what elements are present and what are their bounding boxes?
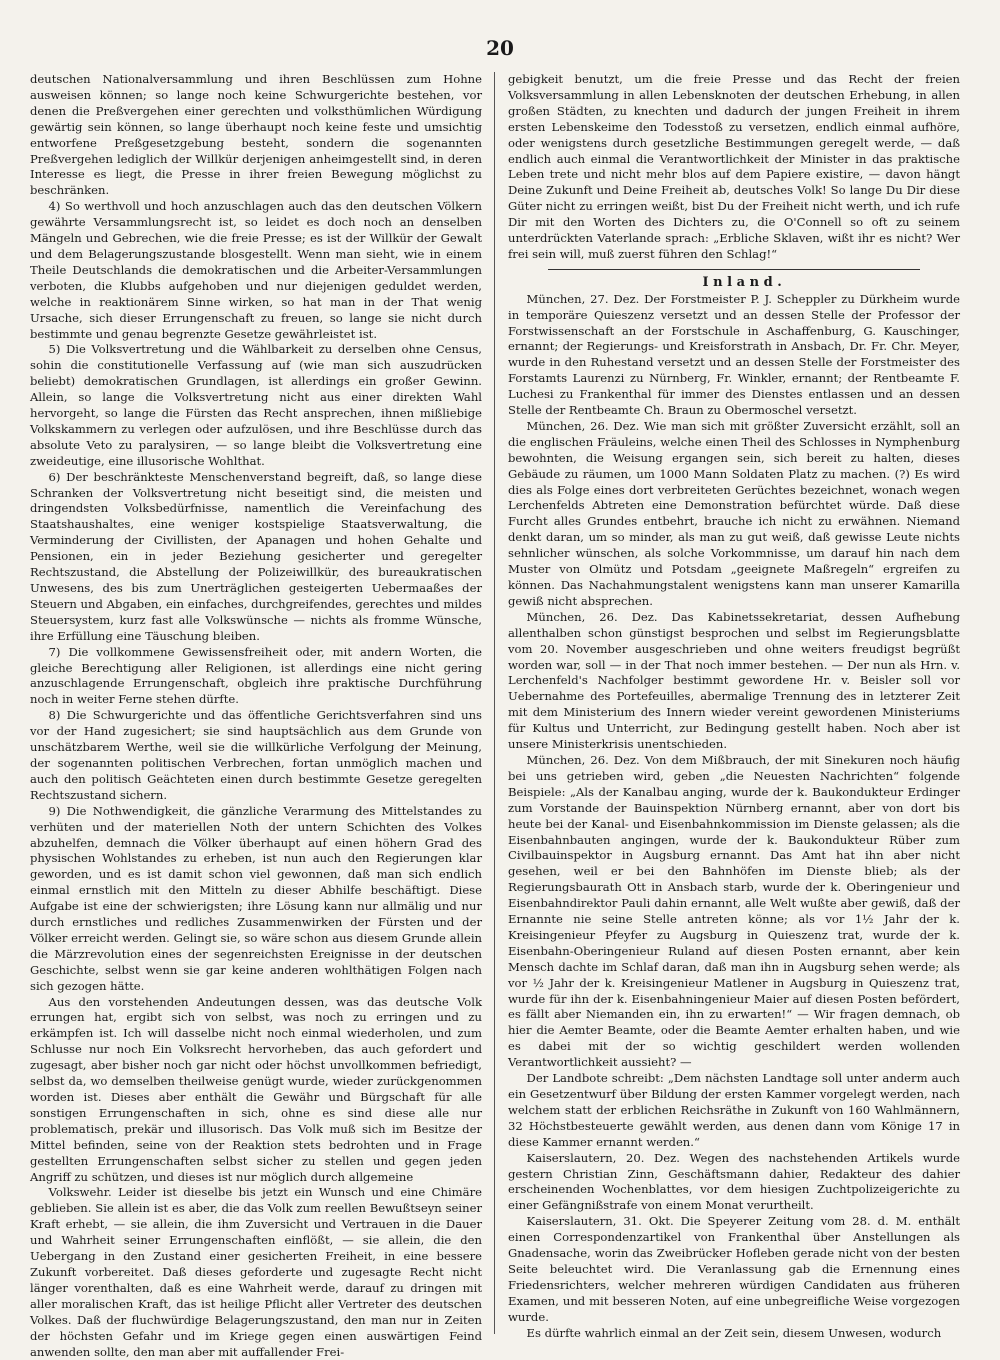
news-item: München, 26. Dez. Von dem Mißbrauch, der mit Sinekuren noch häufig bei uns getrieben wird, geben „die Neuesten Nachrichten“ folgende Beispiele: „Als der Kanalbau anging, wurde der k. Baukondukteur Erdinger zum Vorstande der Bauinspektion Nürnberg ernannt, aber von dort bis heute bei der Kanal- und Eisenbahnkommission im Dienste gelassen; als die Eisenbahnbauten angingen, wurde der k. Baukondukteur Rüber zum Civilbauinspektor in Augsburg ernannt. Das Amt hat ihn aber nicht gesehen, weil er bei den Bahnhöfen im Dienste blieb; als der Regierungsbaurath Ott in Ansbach starb, wurde der k. Oberingenieur und Eisenbahndirektor Pauli dahin ernannt, alle Welt wußte aber gewiß, daß der Ernannte nie seine Stelle antreten könne; als vor 1½ Jahr der k. Kreisingenieur Pfeyfer zu Augsburg in Quieszenz trat, wurde der k. Eisenbahn-Oberingenieur Ruland auf diesen Posten ernannt, aber kein Mensch dachte im Schlaf daran, daß man ihn in Augsburg sehen werde; als vor ½ Jahr der k. Kreisingenieur Matlener in Augsburg in Quieszenz trat, wurde für ihn der k. Eisenbahningenieur Maier auf diesen Posten befördert, es fällt aber Niemanden ein, ihn zu erwarten!“ — Wir fragen demnach, ob hier die Aemter Beamte, oder die Beamte Aemter erhalten haben, und wie es dabei mit der so wichtig geschildert werden wollenden Verantwortlichkeit aussieht? — xyxy=(508,752,960,1070)
news-item: München, 27. Dez. Der Forstmeister P. J. Scheppler zu Dürkheim wurde in temporäre Quieszenz versetzt und an dessen Stelle der Professor der Forstwissenschaft an der Forstschule in Aschaffenburg, G. Kauschinger, ernannt; der Regierungs- und Kreisforstrath in Ansbach, Dr. Fr. Chr. Meyer, wurde in den Ruhestand versetzt und an dessen Stelle der Forstmeister des Forstamts Laurenzi zu Nürnberg, Fr. Winkler, ernannt; der Rentbeamte F. Luchesi zu Frankenthal für immer des Dienstes entlassen und an dessen Stelle der Rentbeamte Ch. Braun zu Obermoschel versetzt. xyxy=(508,291,960,418)
paragraph: 6) Der beschränkteste Menschenverstand begreift, daß, so lange diese Schranken der Volksvertretung nicht beseitigt sind, die meisten und dringendsten Volksbedürfnisse, namentlich die Vereinfachung des Staatshaushaltes, eine weniger kostspielige Staatsverwaltung, die Verminderung der Civillisten, der Apanagen und hohen Gehalte und Pensionen, ein in jeder Beziehung gesicherter und geregelter Rechtszustand, die Abstellung der Polizeiwillkür, des bureaukratischen Unwesens, des bis zum Unerträglichen gesteigerten Uebermaaßes der Steuern und Abgaben, ein einfaches, durchgreifendes, gerechtes und mildes Steuersystem, kurz fast alle Volkswünsche — nichts als fromme Wünsche, ihre Erfüllung eine Täuschung bleiben. xyxy=(30,469,482,643)
paragraph: 8) Die Schwurgerichte und das öffentliche Gerichtsverfahren sind uns vor der Hand zugesichert; sie sind hauptsächlich aus dem Grunde von unschätzbarem Werthe, weil sie die willkürliche Verfolgung der Meinung, der sogenannten politischen Verbrechen, fortan unmöglich machen und auch den politisch Geächteten einen durch bestimmte Gesetze geregelten Rechtszustand sichern. xyxy=(30,708,482,802)
paragraph: Aus den vorstehenden Andeutungen dessen, was das deutsche Volk errungen hat, ergibt sich von selbst, was noch zu erringen und zu erkämpfen ist. Ich will dasselbe nicht noch einmal wiederholen, und zum Schlusse nur noch Ein Volksrecht hervorheben, das auch gefordert und zugesagt, aber bisher noch gar nicht oder höchst unvollkommen befriedigt, selbst da, wo demselben theilweise genügt wurde, wieder zurückgenommen worden ist. Dieses aber enthält die Gewähr und Bürgschaft für alle sonstigen Errungenschaften in sich, ohne es sind diese alle nur problematisch, prekär und illusorisch. Das Volk muß sich im Besitze der Mittel befinden, seine von der Reaktion stets bedrohten und in Frage gestellten Errungenschaften selbst sicher zu stellen und gegen jeden Angriff zu schützen, und dieses ist nur möglich durch allgemeine xyxy=(30,994,482,1184)
paragraph: 7) Die vollkommene Gewissensfreiheit oder, mit andern Worten, die gleiche Berechtigung aller Religionen, ist allerdings eine nicht gering anzuschlagende Errungenschaft, obgleich ihre praktische Durchführung noch in weiter Ferne stehen dürfte. xyxy=(30,644,482,707)
paragraph: Volkswehr. Leider ist dieselbe bis jetzt ein Wunsch und eine Chimäre geblieben. Sie allein ist es aber, die das Volk zum reellen Bewußtseyn seiner Kraft erhebt, — sie allein, die ihm Zuversicht und Vertrauen in die Dauer und Wahrheit seiner Errungenschaften einflößt, — sie allein, die den Uebergang in den Zustand einer gesicherten Freiheit, in eine bessere Zukunft vorbereitet. Daß dieses geforderte und zugesagte Recht nicht länger vorenthalten, daß es eine Wahrheit werde, darauf zu dringen mit aller moralischen Kraft, das ist heilige Pflicht aller Vertreter des deutschen Volkes. Daß der fluchwürdige Belagerungszustand, den man nur in Zeiten der höchsten Gefahr und im Kriege gegen einen auswärtigen Feind anwenden sollte, den man aber mit auffallender Frei- xyxy=(30,1185,482,1359)
news-item: München, 26. Dez. Das Kabinetssekretariat, dessen Aufhebung allenthalben schon günstigst besprochen und selbst im Regierungsblatte vom 20. November ausgeschrieben und ohne weiters freudigst begrüßt worden war, soll — in der That noch immer bestehen. — Der nun als Hrn. v. Lerchenfeld's Nachfolger bestimmt gewordene Hr. v. Beisler soll vor Uebernahme des Portefeuilles, abermalige Trennung des in letzterer Zeit mit dem Ministerium des Innern wieder vereint gewordenen Ministeriums für Kultus und Unterricht, zur Bedingung gestellt haben. Noch aber ist unsere Ministerkrisis unentschieden. xyxy=(508,609,960,752)
page-number: 20 xyxy=(486,36,514,60)
news-item: Es dürfte wahrlich einmal an der Zeit sein, diesem Unwesen, wodurch xyxy=(526,1325,942,1340)
news-item: Kaiserslautern, 20. Dez. Wegen des nachstehenden Artikels wurde gestern Christian Zinn, Geschäftsmann dahier, Redakteur des dahier erscheinenden Wochenblattes, vor dem hiesigen Zuchtpolizeigerichte zu einer Gefängnißstrafe von einem Monat verurtheilt. xyxy=(508,1150,960,1213)
paragraph: 9) Die Nothwendigkeit, die gänzliche Verarmung des Mittelstandes zu verhüten und der materiellen Noth der untern Schichten des Volkes abzuhelfen, demnach die Völker überhaupt auf einen höhern Grad des physischen Wohlstandes zu erheben, ist nun auch den Regierungen klar geworden, und es ist damit schon viel gewonnen, daß man sich endlich einmal ernstlich mit den Mitteln zu dieser Abhilfe beschäftigt. Diese Aufgabe ist eine der schwierigsten; ihre Lösung kann nur allmälig und nur durch ernstliches und redliches Zusammenwirken der Fürsten und der Völker erreicht werden. Gelingt sie, so wäre schon aus diesem Grunde allein die Märzrevolution eines der segenreichsten Ereignisse in der deutschen Geschichte, selbst wenn sie gar keine anderen wohlthätigen Folgen nach sich gezogen hätte. xyxy=(30,803,482,993)
section-heading: Inland. xyxy=(702,274,787,290)
paragraph: 5) Die Volksvertretung und die Wählbarkeit zu derselben ohne Census, sohin die constitutionelle Verfassung auf (wie man sich auszudrücken beliebt) demokratischen Grundlagen, ist allerdings ein großer Gewinn. Allein, so lange die Volksvertretung nicht aus einer direkten Wahl hervorgeht, so lange die Fürsten das Recht ansprechen, ihnen mißliebige Volkskammern zu verlegen oder aufzulösen, und ihre Beschlüsse durch das absolute Veto zu paralysiren, — so lange bleibt die Volksvertretung eine zweideutige, eine illusorische Wohlthat. xyxy=(30,342,482,468)
right-column xyxy=(508,72,960,1340)
column-divider xyxy=(494,72,495,1334)
paragraph: deutschen Nationalversammlung und ihren Beschlüssen zum Hohne ausweisen können; so lange noch keine Schwurgerichte bestehen, vor denen die Preßvergehen einer gerechten und volksthümlichen Würdigung gewärtig sein können, so lange überhaupt noch keine feste und umsichtig entworfene Preßgesetzgebung besteht, sondern die sogenannten Preßvergehen lediglich der Willkür derjenigen anheimgestellt sind, in deren Interesse es liegt, die Presse in ihrer freien Bewegung möglichst zu beschränken. xyxy=(30,72,482,198)
left-column xyxy=(30,72,482,1359)
section-rule xyxy=(548,269,920,270)
news-item: Der Landbote schreibt: „Dem nächsten Landtage soll unter anderm auch ein Gesetzentwurf über Bildung der ersten Kammer vorgelegt werden, nach welchem statt der erblichen Reichsräthe in Zukunft von 160 Wahlmännern, 32 Höchstbesteuerte gewählt werden, aus denen dann vom Könige 17 in diese Kammer ernannt werden.“ xyxy=(508,1071,960,1149)
news-item: Kaiserslautern, 31. Okt. Die Speyerer Zeitung vom 28. d. M. enthält einen Correspondenzartikel von Frankenthal über Anstellungen als Gnadensache, worin das Zweibrücker Hofleben gerade nicht von der besten Seite beleuchtet wird. Die Veranlassung gab die Ernennung eines Friedensrichters, welcher mehreren würdigen Candidaten aus früheren Examen, und mit besseren Noten, auf eine unbegreifliche Weise vorgezogen wurde. xyxy=(508,1214,960,1324)
paragraph: 4) So werthvoll und hoch anzuschlagen auch das den deutschen Völkern gewährte Versammlungsrecht ist, so leidet es doch noch an denselben Mängeln und Gebrechen, wie die freie Presse; es ist der Willkür der Gewalt und dem Belagerungszustande blosgestellt. Wenn man sieht, wie in einem Theile Deutschlands die demokratischen und die Arbeiter-Versammlungen verboten, die Klubbs aufgehoben und nur diejenigen geduldet werden, welche in reaktionärem Sinne wirken, so hat man in der That wenig Ursache, sich dieser Errungenschaft zu freuen, so lange sie nicht durch bestimmte und genau begrenzte Gesetze gewährleistet ist. xyxy=(30,199,482,341)
news-item: München, 26. Dez. Wie man sich mit größter Zuversicht erzählt, soll an die englischen Fräuleins, welche einen Theil des Schlosses in Nymphenburg bewohnten, die Weisung ergangen sein, sich bereit zu halten, dieses Gebäude zu räumen, um 1000 Mann Soldaten Platz zu machen. (?) Es wird dies als Folge eines dort verbreiteten Gerüchtes bezeichnet, wonach wegen Lerchenfelds Abtreten eine Demonstration befürchtet würde. Daß diese Furcht alles Grundes entbehrt, brauche ich nicht zu erwähnen. Niemand denkt daran, um so minder, als man zu gut weiß, daß gewisse Leute nichts sehnlicher wünschen, als solche Vorkommnisse, um darauf hin nach dem Muster von Olmütz und Potsdam „geeignete Maßregeln“ ergreifen zu können. Das Nachahmungstalent wenigstens kann man unserer Kamarilla gewiß nicht absprechen. xyxy=(508,418,960,608)
paragraph: gebigkeit benutzt, um die freie Presse und das Recht der freien Volksversammlung in allen Lebensknoten der deutschen Erhebung, in allen großen Städten, zu knechten und dadurch der jungen Freiheit in ihrem ersten Lebenskeime den Todesstoß zu versetzen, endlich einmal aufhöre, oder wenigstens durch gesetzliche Bestimmungen geregelt werde, — daß endlich auch einmal die Verantwortlichkeit der Minister in das praktische Leben trete und nicht mehr blos auf dem Papiere existire, — davon hängt Deine Zukunft und Deine Freiheit ab, deutsches Volk! So lange Du Dir diese Güter nicht zu erringen weißt, bist Du der Freiheit nicht werth, und ich rufe Dir mit den Worten des Dichters zu, die O'Connell so oft zu seinem unterdrückten Vaterlande sprach: „Erbliche Sklaven, wißt ihr es nicht? Wer frei sein will, muß zuerst führen den Schlag!“ xyxy=(508,72,960,261)
